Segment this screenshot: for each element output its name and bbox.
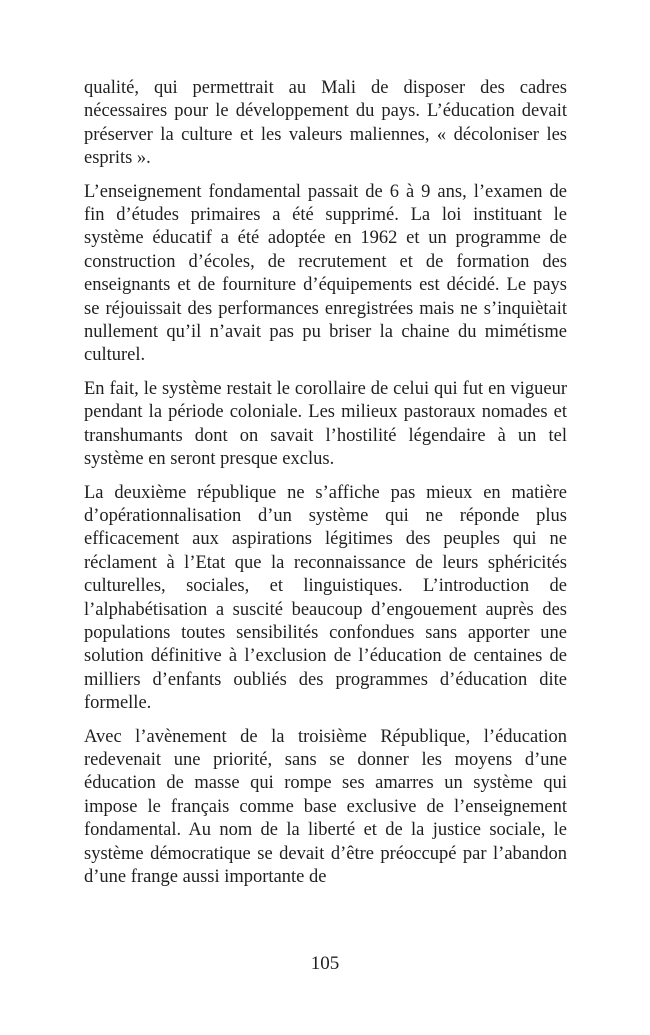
paragraph-3: En fait, le système restait le corollaire de celui qui fut en vigueur pendant la période coloniale. Les milieux pastoraux nomades et transhumants dont on savait l’hostilité légendaire à un tel système en seront presque exclus. [84,378,567,470]
paragraph-4: La deuxième république ne s’affiche pas mieux en matière d’opérationnalisation d’un système qui ne réponde plus efficacement aux aspirations légitimes des peuples qui ne réclament à l’Etat que la reconnaissance de leurs sphéricités culturelles, sociales, et linguistiques. L’introduction de l’alphabétisation a suscité beaucoup d’engouement auprès des populations toutes sensibilités confondues sans apporter une solution définitive à l’exclusion de l’éducation de centaines de milliers d’enfants oubliés des programmes d’éducation dite formelle. [84,482,567,714]
paragraph-5: Avec l’avènement de la troisième République, l’éducation redevenait une priorité, sans se donner les moyens d’une éducation de masse qui rompe ses amarres un système qui impose le français comme base exclusive de l’enseignement fondamental. Au nom de la liberté et de la justice sociale, le système démocratique se devait d’être préoccupé par l’abandon d’une frange aussi importante de [84,726,567,887]
page-number: 105 [310,953,340,974]
page-body [84,77,567,899]
paragraph-2: L’enseignement fondamental passait de 6 à 9 ans, l’examen de fin d’études primaires a été supprimé. La loi instituant le système éducatif a été adoptée en 1962 et un programme de construction d’écoles, de recrutement et de formation des enseignants et de fourniture d’équipements est décidé. Le pays se réjouissait des performances enregistrées mais ne s’inquiètait nullement qu’il n’avait pas pu briser la chaine du mimétisme culturel. [84,181,567,366]
paragraph-1: qualité, qui permettrait au Mali de disposer des cadres nécessaires pour le développement du pays. L’éducation devait préserver la culture et les valeurs maliennes, « décoloniser les esprits ». [84,78,567,169]
